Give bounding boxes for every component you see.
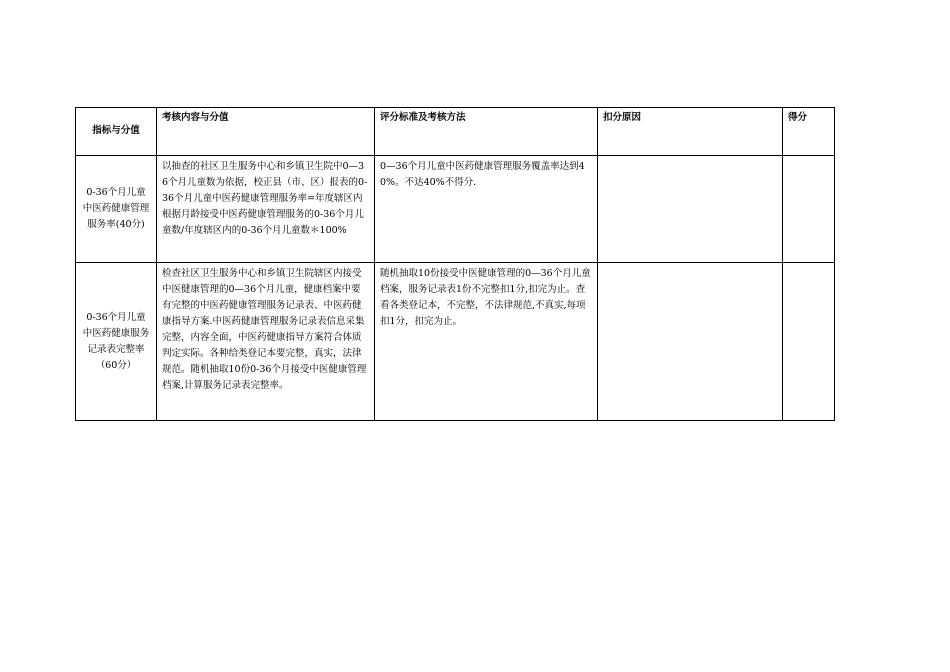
header-indicator-score: 指标与分值 <box>76 108 157 156</box>
header-content-score: 考核内容与分值 <box>157 108 375 156</box>
row-indicator: 0-36个月儿童中医药健康管理服务率(40分) <box>76 156 157 263</box>
assessment-table <box>75 107 835 421</box>
row-deduction-reason <box>598 263 783 421</box>
header-criteria-method: 评分标准及考核方法 <box>375 108 598 156</box>
row-score <box>783 263 835 421</box>
row-indicator: 0-36个月儿童中医药健康服务记录表完整率（60分） <box>76 263 157 421</box>
row-score <box>783 156 835 263</box>
row-criteria: 随机抽取10份接受中医健康管理的0—36个月儿童档案，服务记录表1份不完整扣1分,扣完为止。查看各类登记本，不完整，不法律规范,不真实,每项扣1分，扣完为止。 <box>375 263 598 421</box>
table-row <box>76 156 835 263</box>
row-deduction-reason <box>598 156 783 263</box>
row-content: 以抽查的社区卫生服务中心和乡镇卫生院中0—36个月儿童数为依据，校正县（市、区）报表的0-36个月儿童中医药健康管理服务率=年度辖区内根据月龄接受中医药健康管理服务的0-36个月儿童数/年度辖区内的0-36个月儿童数＊100% <box>157 156 375 263</box>
table-row <box>76 263 835 421</box>
header-deduction-reason: 扣分原因 <box>598 108 783 156</box>
row-criteria: 0—36个月儿童中医药健康管理服务覆盖率达到40%。不达40%不得分. <box>375 156 598 263</box>
header-score: 得分 <box>783 108 835 156</box>
row-content: 检查社区卫生服务中心和乡镇卫生院辖区内接受中医健康管理的0—36个月儿童，健康档案中要有完整的中医药健康管理服务记录表、中医药健康指导方案.中医药健康管理服务记录表信息采集完整，内容全面，中医药健康指导方案符合体质判定实际。各种给类登记本要完整，真实，法律规范。随机抽取10份0-36个月接受中医健康管理档案,计算服务记录表完整率。 <box>157 263 375 421</box>
table-header-row <box>76 108 835 156</box>
